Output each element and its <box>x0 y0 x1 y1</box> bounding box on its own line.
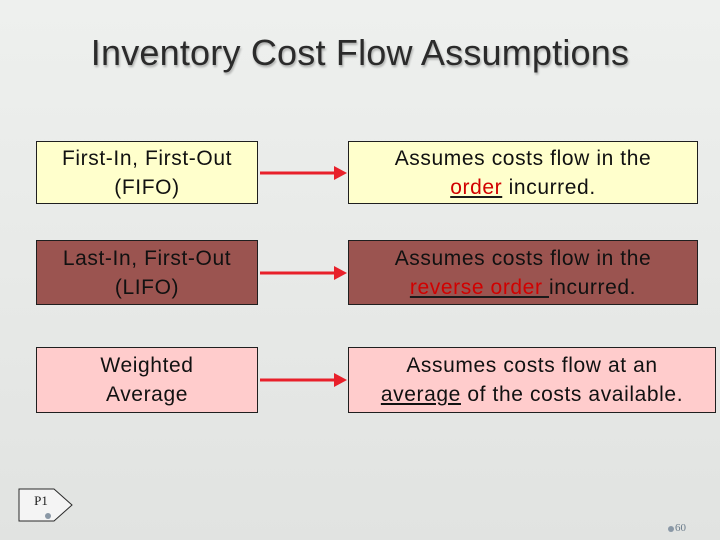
weighted-method-line2: Average <box>105 383 189 406</box>
lifo-method-box <box>36 240 258 305</box>
lifo-description-rest: incurred. <box>549 275 637 299</box>
nav-dot-icon <box>45 513 51 519</box>
weighted-description-line2 <box>381 380 683 409</box>
weighted-arrow-icon <box>258 369 350 391</box>
weighted-description-box <box>348 347 716 413</box>
lifo-description-line2 <box>410 273 636 302</box>
lifo-method-line2: (LIFO) <box>114 275 180 299</box>
weighted-method-box <box>36 347 258 413</box>
lifo-description-line1: Assumes costs flow in the <box>394 246 652 270</box>
slide-title: Inventory Cost Flow Assumptions <box>90 32 630 73</box>
fifo-description-box <box>348 141 698 204</box>
page-dot-icon <box>668 526 674 532</box>
learning-objective-label: P1 <box>34 493 48 508</box>
page-number: 60 <box>675 522 686 534</box>
weighted-description-rest: of the costs available. <box>460 383 684 406</box>
weighted-method-line1: Weighted <box>100 354 194 377</box>
lifo-description-box <box>348 240 698 305</box>
fifo-description-line1: Assumes costs flow in the <box>394 146 652 170</box>
lifo-method-line1: Last-In, First-Out <box>62 246 232 270</box>
fifo-description-rest: incurred. <box>502 175 596 199</box>
fifo-description-line2 <box>450 173 596 202</box>
lifo-arrow-icon <box>258 262 350 284</box>
weighted-description-emphasis: average <box>380 383 461 406</box>
fifo-method-box <box>36 141 258 204</box>
fifo-method-line2: (FIFO) <box>114 175 180 199</box>
lifo-description-emphasis: reverse order <box>409 275 549 299</box>
fifo-method-line1: First-In, First-Out <box>61 146 233 170</box>
fifo-arrow-icon <box>258 162 350 184</box>
fifo-description-emphasis: order <box>450 175 503 199</box>
weighted-description-line1: Assumes costs flow at an <box>406 354 658 377</box>
